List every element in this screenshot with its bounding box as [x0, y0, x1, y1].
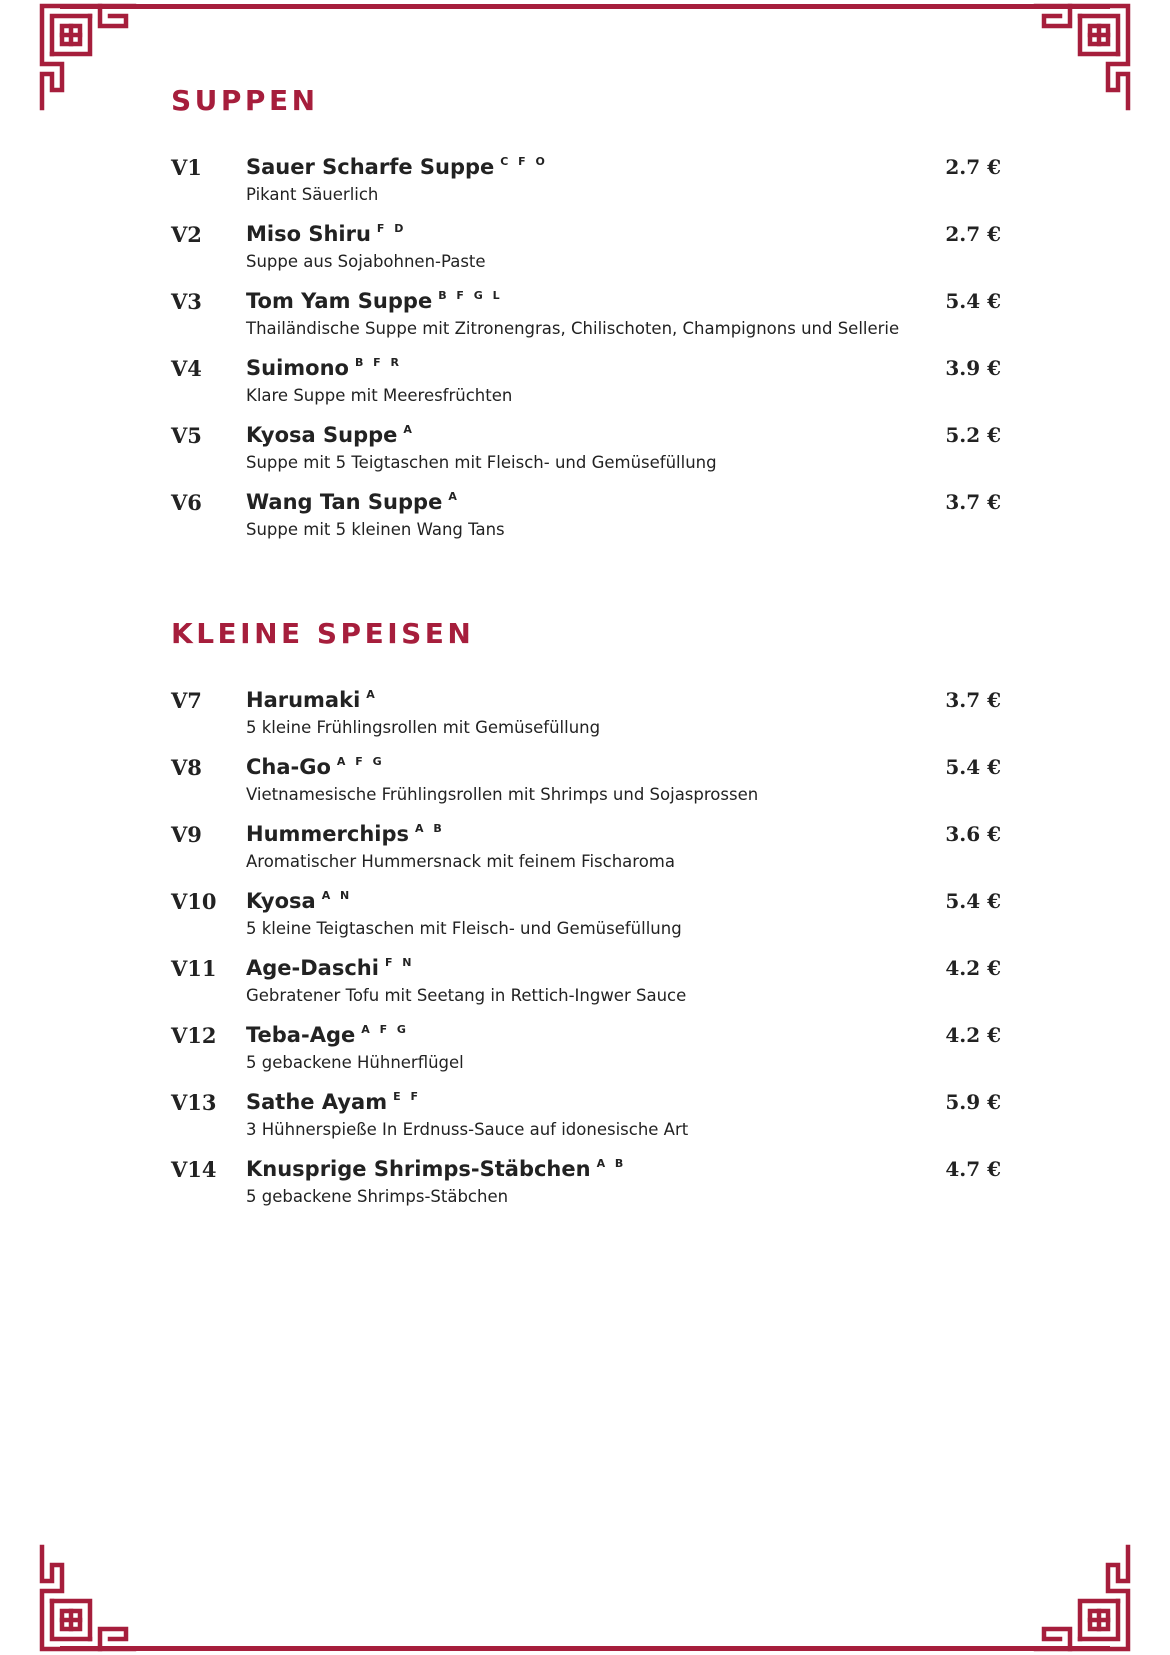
item-name-line — [246, 1157, 626, 1181]
menu-list — [171, 688, 1001, 1224]
allergen-codes: A N — [321, 889, 353, 902]
item-code: V3 — [171, 289, 202, 314]
item-code: V10 — [171, 889, 217, 914]
item-description: 5 gebackene Hühnerflügel — [246, 1053, 464, 1072]
menu-list — [171, 155, 1001, 557]
item-price: 4.2 € — [945, 1023, 1001, 1047]
item-name-line — [246, 1023, 409, 1047]
item-description: 5 kleine Frühlingsrollen mit Gemüsefüllung — [246, 718, 601, 737]
item-code: V13 — [171, 1090, 217, 1115]
border-bottom — [60, 1646, 1110, 1651]
menu-item — [171, 289, 1001, 356]
item-price: 5.4 € — [945, 889, 1001, 913]
item-price: 3.7 € — [945, 490, 1001, 514]
item-price: 5.4 € — [945, 289, 1001, 313]
corner-ornament-bottom-right — [1032, 1543, 1132, 1653]
item-description: Vietnamesische Frühlingsrollen mit Shrimps und Sojasprossen — [246, 785, 759, 804]
item-price: 5.2 € — [945, 423, 1001, 447]
item-price: 3.9 € — [945, 356, 1001, 380]
menu-item — [171, 889, 1001, 956]
item-name: Kyosa Suppe — [246, 423, 398, 447]
item-code: V6 — [171, 490, 202, 515]
item-price: 5.4 € — [945, 755, 1001, 779]
item-description: Aromatischer Hummersnack mit feinem Fischaroma — [246, 852, 675, 871]
item-code: V5 — [171, 423, 202, 448]
item-name: Hummerchips — [246, 822, 410, 846]
menu-item — [171, 1023, 1001, 1090]
item-code: V7 — [171, 688, 202, 713]
menu-item — [171, 755, 1001, 822]
item-price: 4.2 € — [945, 956, 1001, 980]
menu-item — [171, 490, 1001, 557]
menu-item — [171, 822, 1001, 889]
item-name: Teba-Age — [246, 1023, 356, 1047]
item-price: 4.7 € — [945, 1157, 1001, 1181]
item-code: V4 — [171, 356, 202, 381]
item-description: 3 Hühnerspieße In Erdnuss-Sauce auf idonesische Art — [246, 1120, 689, 1139]
item-name-line — [246, 755, 385, 779]
item-description: Klare Suppe mit Meeresfrüchten — [246, 386, 513, 405]
item-code: V12 — [171, 1023, 217, 1048]
item-description: 5 gebackene Shrimps-Stäbchen — [246, 1187, 509, 1206]
allergen-codes: F N — [384, 956, 415, 969]
item-name-line — [246, 289, 503, 313]
item-price: 2.7 € — [945, 222, 1001, 246]
item-description: Suppe aus Sojabohnen-Paste — [246, 252, 486, 271]
item-name-line — [246, 1090, 421, 1114]
item-code: V9 — [171, 822, 202, 847]
menu-item — [171, 1090, 1001, 1157]
item-description: Suppe mit 5 Teigtaschen mit Fleisch- und Gemüsefüllung — [246, 453, 717, 472]
item-code: V11 — [171, 956, 217, 981]
section-kleine-speisen — [171, 617, 1001, 1224]
item-price: 2.7 € — [945, 155, 1001, 179]
item-name-line — [246, 956, 415, 980]
item-code: V14 — [171, 1157, 217, 1182]
allergen-codes: E F — [393, 1090, 421, 1103]
item-name: Age-Daschi — [246, 956, 379, 980]
item-name: Knusprige Shrimps-Stäbchen — [246, 1157, 591, 1181]
item-code: V2 — [171, 222, 202, 247]
item-name-line — [246, 222, 406, 246]
allergen-codes: A B — [596, 1157, 627, 1170]
corner-ornament-top-right — [1032, 2, 1132, 112]
allergen-codes: B F G L — [438, 289, 503, 302]
item-name: Kyosa — [246, 889, 316, 913]
menu-item — [171, 1157, 1001, 1224]
item-code: V8 — [171, 755, 202, 780]
item-description: Pikant Säuerlich — [246, 185, 379, 204]
corner-ornament-bottom-left — [38, 1543, 138, 1653]
item-name-line — [246, 490, 460, 514]
item-name: Miso Shiru — [246, 222, 371, 246]
allergen-codes: C F O — [500, 155, 548, 168]
item-name: Sauer Scharfe Suppe — [246, 155, 495, 179]
item-description: Suppe mit 5 kleinen Wang Tans — [246, 520, 505, 539]
allergen-codes: A F G — [336, 755, 385, 768]
item-name-line — [246, 688, 378, 712]
item-name: Harumaki — [246, 688, 361, 712]
section-title: SUPPEN — [171, 84, 319, 117]
item-name: Suimono — [246, 356, 349, 380]
item-name: Sathe Ayam — [246, 1090, 388, 1114]
menu-item — [171, 423, 1001, 490]
menu-item — [171, 222, 1001, 289]
item-description: 5 kleine Teigtaschen mit Fleisch- und Gemüsefüllung — [246, 919, 682, 938]
item-price: 5.9 € — [945, 1090, 1001, 1114]
menu-item — [171, 956, 1001, 1023]
item-name-line — [246, 889, 352, 913]
section-title: KLEINE SPEISEN — [171, 617, 475, 650]
item-name-line — [246, 423, 415, 447]
item-name-line — [246, 822, 445, 846]
allergen-codes: A — [366, 688, 378, 701]
item-price: 3.6 € — [945, 822, 1001, 846]
allergen-codes: F D — [376, 222, 407, 235]
item-name: Wang Tan Suppe — [246, 490, 443, 514]
item-name-line — [246, 155, 548, 179]
corner-ornament-top-left — [38, 2, 138, 112]
menu-item — [171, 155, 1001, 222]
allergen-codes: A — [403, 423, 415, 436]
section-suppen — [171, 84, 1001, 557]
allergen-codes: A — [448, 490, 460, 503]
item-name-line — [246, 356, 402, 380]
item-description: Gebratener Tofu mit Seetang in Rettich-Ingwer Sauce — [246, 986, 687, 1005]
allergen-codes: B F R — [354, 356, 402, 369]
menu-item — [171, 688, 1001, 755]
border-top — [60, 4, 1110, 9]
allergen-codes: A B — [415, 822, 445, 835]
item-price: 3.7 € — [945, 688, 1001, 712]
allergen-codes: A F G — [361, 1023, 409, 1036]
item-name: Tom Yam Suppe — [246, 289, 433, 313]
menu-item — [171, 356, 1001, 423]
item-name: Cha-Go — [246, 755, 331, 779]
item-code: V1 — [171, 155, 202, 180]
item-description: Thailändische Suppe mit Zitronengras, Chilischoten, Champignons und Sellerie — [246, 319, 900, 338]
